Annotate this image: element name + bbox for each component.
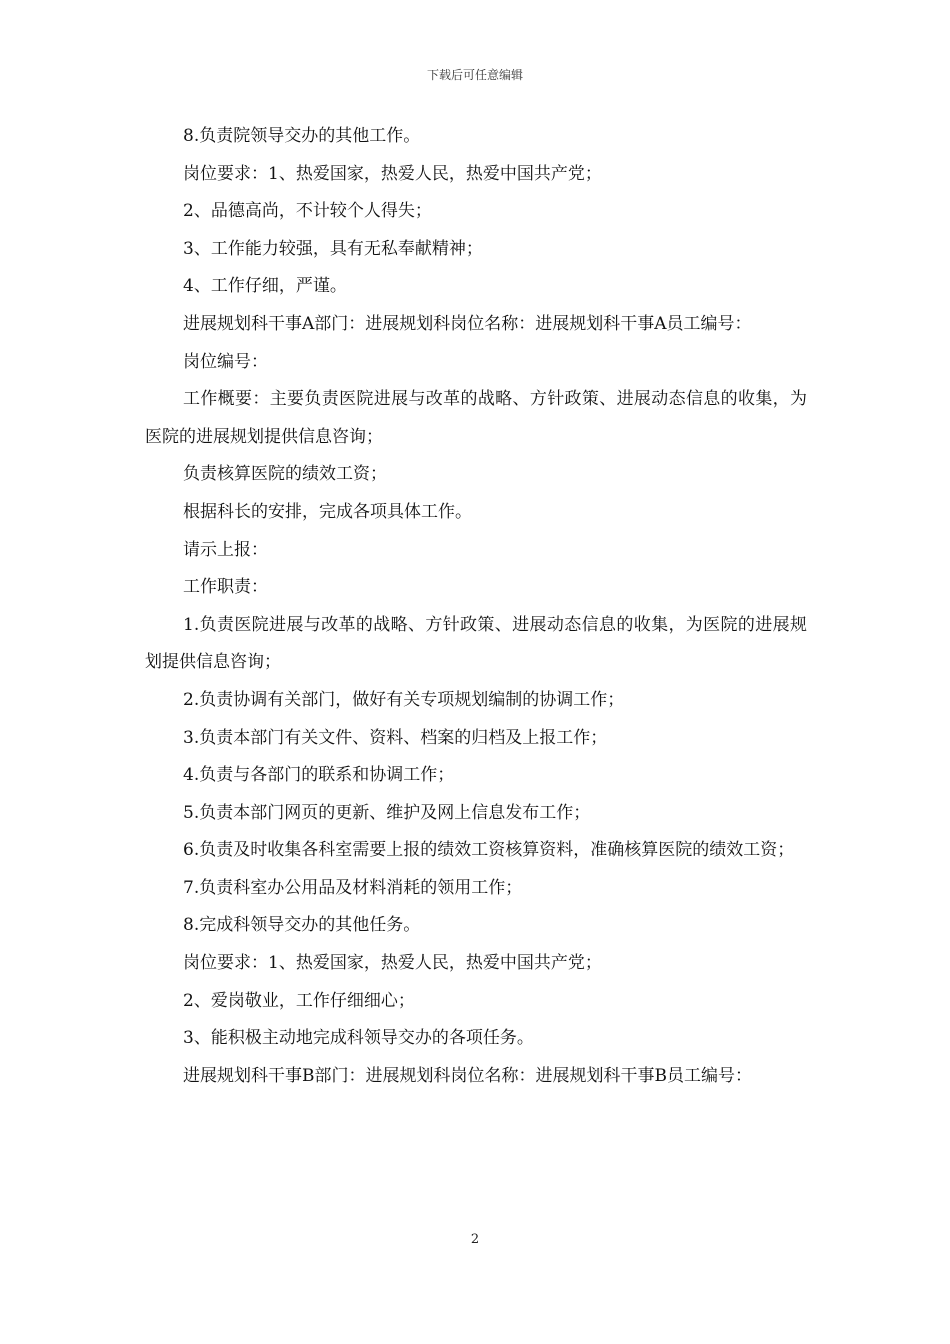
- paragraph: 请示上报：: [183, 539, 268, 560]
- paragraph: 4、工作仔细，严谨。: [183, 276, 347, 297]
- paragraph: 2、品德高尚，不计较个人得失；: [183, 201, 432, 222]
- paragraph: 进展规划科干事A部门：进展规划科岗位名称：进展规划科干事A员工编号：: [183, 313, 752, 334]
- paragraph: 8.负责院领导交办的其他工作。: [183, 126, 421, 146]
- paragraph: 3、工作能力较强，具有无私奉献精神；: [183, 238, 483, 259]
- paragraph: 8.完成科领导交办的其他任务。: [183, 915, 421, 936]
- paragraph: 2、爱岗敬业，工作仔细细心；: [183, 990, 415, 1011]
- paragraph: 3.负责本部门有关文件、资料、档案的归档及上报工作；: [183, 727, 608, 748]
- paragraph: 工作概要：主要负责医院进展与改革的战略、方针政策、进展动态信息的收集，为医院的进展规划提供信息咨询；: [145, 389, 807, 447]
- page-header: 下载后可任意编辑: [426, 68, 523, 82]
- paragraph: 工作职责：: [183, 577, 268, 598]
- page-number: 2: [470, 1232, 480, 1247]
- paragraph: 进展规划科干事B部门：进展规划科岗位名称：进展规划科干事B员工编号：: [183, 1065, 752, 1086]
- paragraph: 4.负责与各部门的联系和协调工作；: [183, 765, 455, 786]
- paragraph: 5.负责本部门网页的更新、维护及网上信息发布工作；: [183, 802, 591, 823]
- document-body: [145, 118, 807, 1095]
- paragraph: 2.负责协调有关部门，做好有关专项规划编制的协调工作；: [183, 689, 625, 710]
- paragraph: 1.负责医院进展与改革的战略、方针政策、进展动态信息的收集，为医院的进展规划提供信息咨询；: [145, 614, 807, 673]
- paragraph: 3、能积极主动地完成科领导交办的各项任务。: [183, 1028, 534, 1049]
- paragraph: 负责核算医院的绩效工资；: [183, 464, 387, 485]
- paragraph: 岗位要求：1、热爱国家，热爱人民，热爱中国共产党；: [183, 953, 602, 974]
- paragraph: 7.负责科室办公用品及材料消耗的领用工作；: [183, 877, 523, 898]
- paragraph: 根据科长的安排，完成各项具体工作。: [183, 501, 472, 522]
- paragraph: 岗位编号：: [183, 351, 268, 372]
- paragraph: 岗位要求：1、热爱国家，热爱人民，热爱中国共产党；: [183, 163, 602, 184]
- paragraph: 6.负责及时收集各科室需要上报的绩效工资核算资料，准确核算医院的绩效工资；: [183, 840, 795, 861]
